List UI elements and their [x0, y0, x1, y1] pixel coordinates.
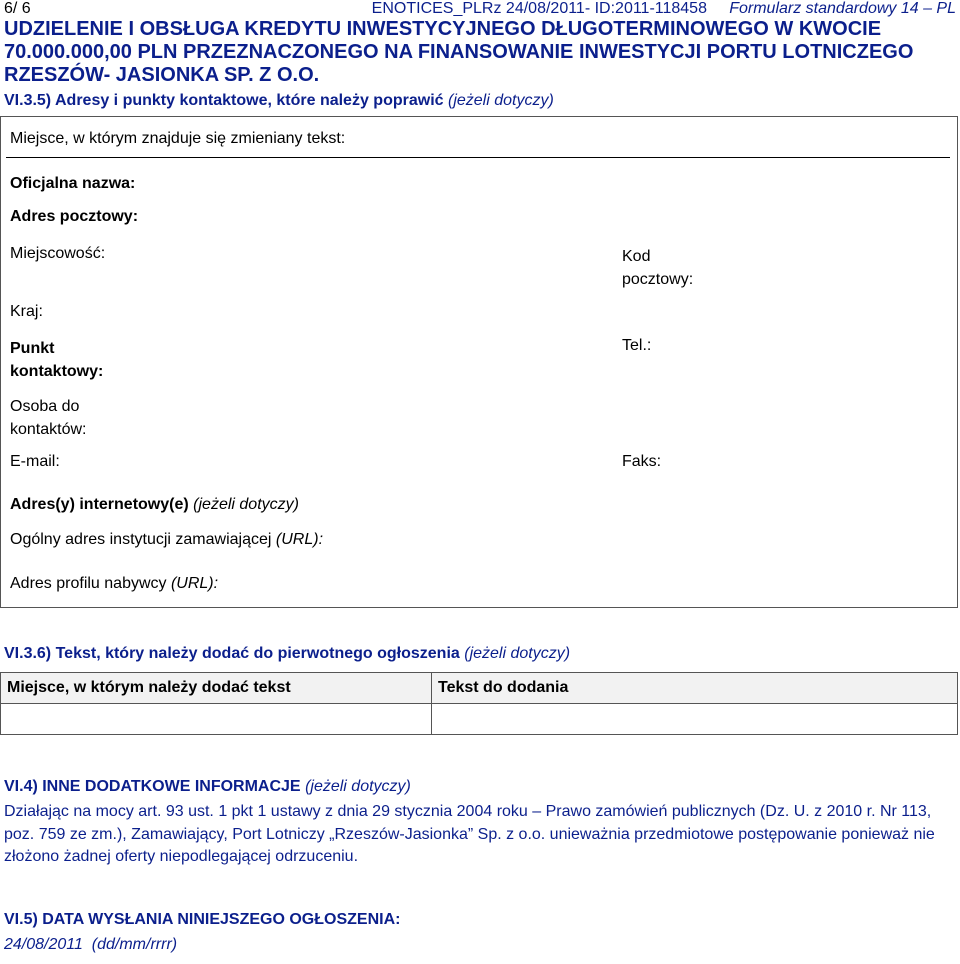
section-vi4-heading-text: VI.4) INNE DODATKOWE INFORMACJE [4, 778, 301, 795]
table-cell [1, 704, 432, 735]
dispatch-date [4, 936, 177, 954]
table-row [1, 704, 958, 735]
postal-code-label: Kod pocztowy: [622, 248, 694, 288]
official-name-label: Oficjalna nazwa: [10, 175, 136, 192]
form-name: Formularz standardowy 14 – PL [729, 0, 956, 17]
dispatch-date-format: (dd/mm/rrrr) [91, 936, 178, 953]
section-vi36-heading [4, 645, 570, 663]
table-header-row [1, 673, 958, 704]
postal-address-label: Adres pocztowy: [10, 208, 139, 225]
buyer-profile-text: Adres profilu nabywcy [10, 575, 167, 592]
additional-information-text: Działając na mocy art. 93 ust. 1 pkt 1 ustawy z dnia 29 stycznia 2004 roku – Prawo zamówień publicznych (Dz. U. z 2010 r. Nr 113, poz. 759 ze zm.), Zamawiający, Port Lotniczy „Rzeszów-Jasionka” Sp. z o.o. unieważnia przedmiotowe postępowanie ponieważ nie złożono żadnej oferty niepodlegającej odrzuceniu. [4, 803, 935, 865]
internet-addresses-heading [10, 496, 299, 514]
contact-person-label: Osoba do kontaktów: [10, 398, 87, 438]
section-vi36-heading-text: VI.3.6) Tekst, który należy dodać do pierwotnego ogłoszenia [4, 645, 460, 662]
internet-heading-text: Adres(y) internetowy(e) [10, 496, 189, 513]
page-number: 6/ 6 [4, 0, 31, 17]
buyer-profile-label [10, 575, 218, 593]
tel-label: Tel.: [622, 337, 652, 354]
divider [6, 157, 950, 158]
section-vi35-heading-note: (jeżeli dotyczy) [447, 92, 554, 109]
section-vi35-heading [4, 92, 558, 110]
dispatch-date-value: 24/08/2011 [4, 936, 83, 953]
table-header-cell: Tekst do dodania [432, 673, 958, 704]
contact-point-label: Punkt kontaktowy: [10, 340, 104, 380]
email-label: E-mail: [10, 453, 60, 470]
section-vi4-heading [4, 778, 411, 796]
general-address-text: Ogólny adres instytucji zamawiającej [10, 531, 272, 548]
fax-label: Faks: [622, 453, 662, 470]
country-label: Kraj: [10, 303, 43, 320]
section-vi35-heading-text: VI.3.5) Adresy i punkty kontaktowe, które należy poprawić [4, 92, 444, 109]
text-to-add-table [0, 672, 958, 735]
section-vi36-heading-note: (jeżeli dotyczy) [464, 645, 571, 662]
buyer-profile-url: (URL): [170, 575, 219, 592]
section-vi4-heading-note: (jeżeli dotyczy) [305, 778, 411, 795]
general-address-label [10, 531, 323, 549]
section-vi5-heading: VI.5) DATA WYSŁANIA NINIEJSZEGO OGŁOSZENIA: [4, 911, 401, 928]
place-label: Miejsce, w którym znajduje się zmieniany tekst: [10, 130, 346, 147]
notice-id: ENOTICES_PLRz 24/08/2011- ID:2011-118458 [371, 0, 707, 17]
table-cell [432, 704, 958, 735]
page-header [372, 0, 956, 18]
internet-heading-note: (jeżeli dotyczy) [193, 496, 299, 513]
document-title: UDZIELENIE I OBSŁUGA KREDYTU INWESTYCYJNEGO DŁUGOTERMINOWEGO W KWOCIE 70.000.000,00 PLN PRZEZNACZONEGO NA FINANSOWANIE INWESTYCJI PORTU LOTNICZEGO RZESZÓW- JASIONKA SP. Z O.O. [4, 18, 914, 86]
table-header-cell: Miejsce, w którym należy dodać tekst [1, 673, 432, 704]
city-label: Miejscowość: [10, 245, 106, 262]
general-address-url: (URL): [275, 531, 324, 548]
